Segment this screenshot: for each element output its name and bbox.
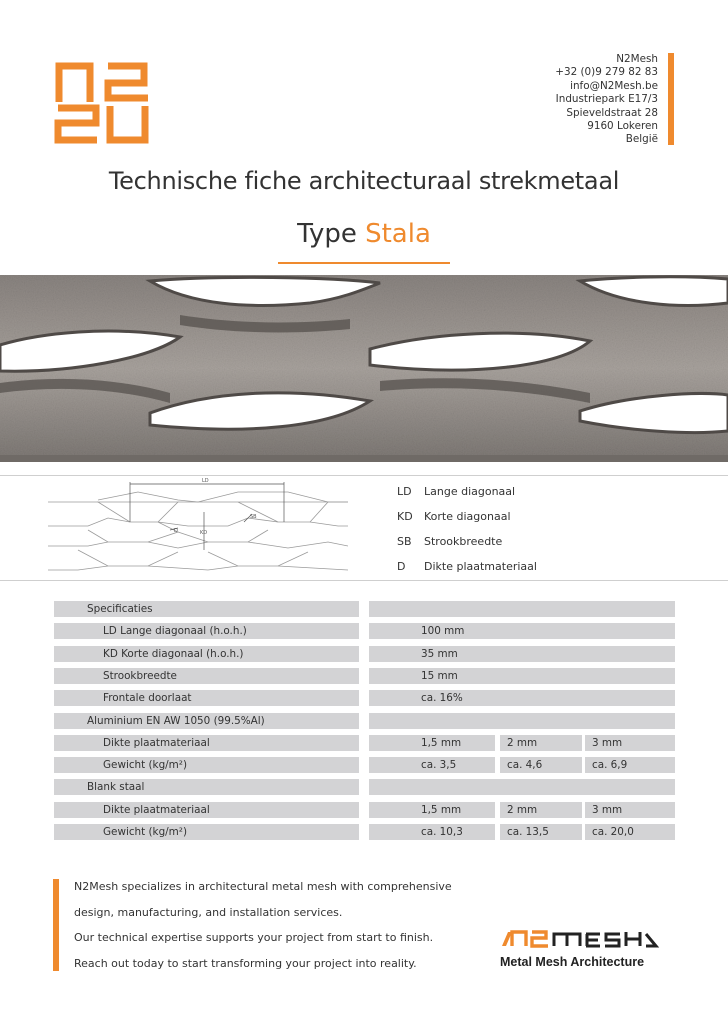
spec-label-text: Dikte plaatmateriaal	[103, 804, 210, 816]
spec-label-text: Strookbreedte	[103, 670, 177, 682]
brand-tagline: Metal Mesh Architecture	[500, 955, 645, 969]
contact-block	[555, 53, 658, 147]
spec-row-value	[369, 623, 675, 639]
spec-label-text: Gewicht (kg/m²)	[103, 826, 188, 838]
legend-code: SB	[397, 535, 412, 548]
legend-text: Korte diagonaal	[424, 510, 511, 523]
spec-row-value	[369, 713, 675, 729]
footer-line-2: design, manufacturing, and installation services.	[74, 906, 343, 919]
legend-code: D	[397, 560, 406, 573]
mesh-photo	[0, 275, 728, 462]
footer-line-4: Reach out today to start transforming your project into reality.	[74, 957, 417, 970]
spec-value-text: 1,5 mm	[421, 804, 462, 816]
spec-row-value	[585, 824, 675, 840]
spec-row-value	[369, 690, 675, 706]
subtitle-prefix: Type	[297, 219, 366, 249]
spec-row-value	[369, 601, 675, 617]
spec-label-text: Gewicht (kg/m²)	[103, 759, 188, 771]
spec-row-value	[500, 757, 582, 773]
legend-code: KD	[397, 510, 413, 523]
legend-text: Dikte plaatmateriaal	[424, 560, 537, 573]
spec-value-text: ca. 6,9	[592, 759, 628, 771]
spec-label-text: Frontale doorlaat	[103, 692, 192, 704]
spec-value-text: 3 mm	[592, 804, 623, 816]
contact-city: 9160 Lokeren	[587, 120, 658, 133]
spec-label-text: KD Korte diagonaal (h.o.h.)	[103, 648, 244, 660]
spec-row-value	[369, 735, 495, 751]
legend-text: Lange diagonaal	[424, 485, 516, 498]
spec-row-label	[54, 646, 359, 662]
contact-company: N2Mesh	[616, 53, 658, 65]
spec-row-value	[585, 757, 675, 773]
legend-text: Strookbreedte	[424, 535, 503, 548]
spec-value-text: 2 mm	[507, 737, 538, 749]
spec-label-text: Aluminium EN AW 1050 (99.5%Al)	[87, 715, 265, 727]
page-title: Technische fiche architecturaal strekmetaal	[108, 167, 620, 195]
spec-section-header	[54, 713, 359, 729]
footer-accent-bar	[53, 879, 59, 971]
diagram-label-d: D	[174, 528, 178, 534]
legend-code: LD	[397, 485, 412, 498]
contact-phone[interactable]: +32 (0)9 279 82 83	[555, 66, 658, 79]
spec-label-text: Dikte plaatmateriaal	[103, 737, 210, 749]
spec-row-value	[500, 824, 582, 840]
legend-row-kd	[397, 510, 597, 524]
spec-row-value	[369, 668, 675, 684]
spec-row-value	[500, 735, 582, 751]
spec-value-text: ca. 10,3	[421, 826, 463, 838]
spec-row-label	[54, 623, 359, 639]
page-subtitle	[0, 219, 728, 249]
contact-address-1: Industriepark E17/3	[555, 93, 658, 106]
spec-value-text: 100 mm	[421, 625, 465, 637]
spec-value-text: ca. 13,5	[507, 826, 549, 838]
diagram-label-ld: LD	[202, 478, 209, 484]
contact-address-2: Spieveldstraat 28	[566, 106, 658, 119]
divider-top	[0, 475, 728, 476]
spec-value-text: 15 mm	[421, 670, 458, 682]
spec-label-text: LD Lange diagonaal (h.o.h.)	[103, 625, 247, 637]
legend-row-sb	[397, 535, 597, 549]
spec-value-text: ca. 16%	[421, 692, 463, 704]
spec-value-text: ca. 4,6	[507, 759, 543, 771]
spec-value-text: ca. 3,5	[421, 759, 457, 771]
spec-value-text: 1,5 mm	[421, 737, 462, 749]
spec-row-value	[369, 757, 495, 773]
spec-row-value	[585, 735, 675, 751]
spec-value-text: 35 mm	[421, 648, 458, 660]
spec-value-text: 2 mm	[507, 804, 538, 816]
spec-row-label	[54, 668, 359, 684]
legend-row-d	[397, 560, 597, 574]
n2zu-logo	[52, 60, 156, 146]
spec-row-value	[369, 824, 495, 840]
spec-section-header	[54, 779, 359, 795]
spec-row-label	[54, 690, 359, 706]
n2mesh-logo	[498, 926, 666, 974]
spec-row-value	[585, 802, 675, 818]
spec-row-value	[369, 802, 495, 818]
contact-accent-bar	[668, 53, 674, 145]
spec-row-label	[54, 757, 359, 773]
footer-line-3: Our technical expertise supports your project from start to finish.	[74, 931, 434, 944]
spec-row-label	[54, 735, 359, 751]
divider-bottom	[0, 580, 728, 581]
contact-country: België	[625, 133, 658, 146]
spec-value-text: 3 mm	[592, 737, 623, 749]
spec-value-text: ca. 20,0	[592, 826, 634, 838]
spec-row-value	[369, 779, 675, 795]
spec-label-text: Specificaties	[87, 603, 153, 615]
subtitle-type-name: Stala	[365, 219, 431, 249]
diagram-label-kd: KD	[200, 530, 208, 536]
diagram-label-sb: SB	[250, 514, 257, 520]
spec-row-label	[54, 824, 359, 840]
spec-row-value	[369, 646, 675, 662]
subtitle-underline	[278, 262, 450, 264]
footer-line-1: N2Mesh specializes in architectural metal mesh with comprehensive	[74, 880, 452, 893]
spec-row-label	[54, 802, 359, 818]
mesh-diagram	[48, 478, 348, 578]
legend-row-ld	[397, 485, 597, 499]
spec-label-text: Blank staal	[87, 781, 145, 793]
spec-section-header	[54, 601, 359, 617]
contact-email[interactable]: info@N2Mesh.be	[570, 79, 658, 92]
spec-row-value	[500, 802, 582, 818]
